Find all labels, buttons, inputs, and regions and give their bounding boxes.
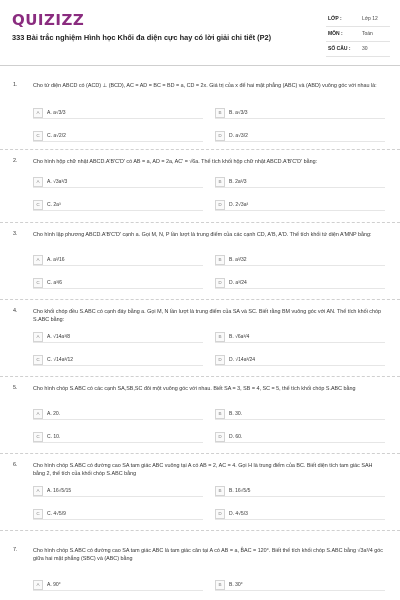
meta-row-count (326, 42, 390, 57)
question-number: 5. (13, 385, 18, 391)
quizizz-logo: QUIZIZZ (12, 11, 85, 29)
option-divider (215, 419, 385, 420)
option-text: C. a³/6 (47, 280, 63, 286)
option-text: B. 30. (229, 411, 243, 417)
option-a[interactable] (33, 332, 203, 342)
option-letter: C (33, 200, 43, 210)
question-text: Cho hình lập phương ABCD.A'B'C'D' cạnh a. Gọi M, N, P lần lượt là trung điểm của các cạnh CD, A'B, A'D. Thể tích khối tứ diện A'MNP bằng: (33, 232, 372, 238)
option-a[interactable] (33, 486, 203, 496)
option-letter: A (33, 580, 43, 590)
option-c[interactable] (33, 200, 203, 210)
option-letter: C (33, 278, 43, 288)
option-divider (215, 342, 385, 343)
option-divider (215, 210, 385, 211)
option-divider (33, 141, 203, 142)
question-text: Cho hình chóp S.ABC có đường cao SA tam giác ABC vuông tại A có AB = 2, AC = 4. Gọi H là trung điểm của BC. Biết diện tích tam giác SAH bằng 2, thể tích của khối chóp S.ABC bằng (33, 463, 373, 477)
option-letter: C (33, 131, 43, 141)
option-d[interactable] (215, 200, 385, 210)
option-b[interactable] (215, 580, 385, 590)
question-3 (0, 222, 400, 299)
option-divider (33, 210, 203, 211)
option-divider (33, 365, 203, 366)
option-text: D. 2√3a³ (229, 202, 249, 208)
option-letter: B (215, 177, 225, 187)
option-text: C. 4√5/9 (47, 511, 66, 517)
option-divider (33, 118, 203, 119)
meta-label: MÔN : (328, 31, 343, 37)
option-text: D. √14a³/24 (229, 357, 256, 363)
meta-table (326, 12, 390, 57)
option-text: A. 20. (47, 411, 61, 417)
option-b[interactable] (215, 255, 385, 265)
question-1 (0, 76, 400, 149)
option-b[interactable] (215, 177, 385, 187)
question-text: Cho khối chóp đều S.ABC có cạnh đáy bằng a. Gọi M, N lần lượt là trung điểm của SA và SC. Biết rằng BM vuông góc với AN. Thể tích khối chóp S.ABC bằng: (33, 309, 381, 323)
option-a[interactable] (33, 108, 203, 118)
option-a[interactable] (33, 580, 203, 590)
question-number: 6. (13, 462, 18, 468)
option-letter: D (215, 432, 225, 442)
meta-label: SỐ CÂU : (328, 46, 351, 52)
option-letter: A (33, 409, 43, 419)
option-divider (215, 265, 385, 266)
option-letter: B (215, 486, 225, 496)
option-letter: D (215, 509, 225, 519)
option-text: D. 4√5/3 (229, 511, 248, 517)
option-text: A. √3a³/3 (47, 179, 68, 185)
option-letter: D (215, 355, 225, 365)
question-4 (0, 299, 400, 376)
option-text: D. 60. (229, 434, 243, 440)
option-text: A. √14a³/8 (47, 334, 71, 340)
option-letter: A (33, 255, 43, 265)
option-text: A. a³/16 (47, 257, 65, 263)
option-letter: D (215, 131, 225, 141)
option-d[interactable] (215, 509, 385, 519)
option-text: B. a³/32 (229, 257, 247, 263)
meta-value: Toán (362, 31, 373, 37)
option-text: C. a√2/2 (47, 133, 66, 139)
option-letter: A (33, 177, 43, 187)
option-letter: C (33, 509, 43, 519)
option-letter: C (33, 432, 43, 442)
option-b[interactable] (215, 332, 385, 342)
meta-label: LỚP : (328, 16, 342, 22)
option-c[interactable] (33, 131, 203, 141)
option-letter: B (215, 580, 225, 590)
option-letter: B (215, 332, 225, 342)
option-text: B. a√3/3 (229, 110, 248, 116)
option-text: A. a√3/3 (47, 110, 66, 116)
option-divider (215, 442, 385, 443)
option-divider (215, 288, 385, 289)
question-number: 3. (13, 231, 18, 237)
option-divider (33, 590, 203, 591)
option-letter: C (33, 355, 43, 365)
page-title: 333 Bài trắc nghiệm Hình học Khối đa diện cực hay có lời giải chi tiết (P2) (12, 33, 272, 42)
option-a[interactable] (33, 255, 203, 265)
option-a[interactable] (33, 177, 203, 187)
option-b[interactable] (215, 409, 385, 419)
option-c[interactable] (33, 278, 203, 288)
option-letter: D (215, 200, 225, 210)
meta-value: 30 (362, 46, 368, 52)
question-6 (0, 453, 400, 530)
option-divider (215, 118, 385, 119)
question-number: 2. (13, 158, 18, 164)
option-letter: A (33, 332, 43, 342)
option-divider (215, 590, 385, 591)
question-text: Cho hình chóp S.ABC có các cạnh SA,SB,SC đôi một vuông góc với nhau. Biết SA = 3, SB = 4, SC = 5, thể tích khối chóp S.ABC bằng (33, 386, 356, 392)
option-b[interactable] (215, 486, 385, 496)
option-d[interactable] (215, 278, 385, 288)
page-header (0, 0, 400, 66)
option-a[interactable] (33, 409, 203, 419)
option-text: A. 16√5/15 (47, 488, 72, 494)
question-number: 7. (13, 547, 18, 553)
meta-value: Lớp 12 (362, 16, 378, 22)
option-divider (215, 496, 385, 497)
question-text: Cho tứ diện ABCD có (ACD) ⊥ (BCD), AC = AD = BC = BD = a, CD = 2x. Giá trị của x để hai mặt phẳng (ABC) và (ABD) vuông góc với nhau là: (33, 83, 377, 89)
option-text: D. a√3/2 (229, 133, 248, 139)
option-divider (33, 496, 203, 497)
option-divider (33, 288, 203, 289)
option-b[interactable] (215, 108, 385, 118)
option-text: C. 10. (47, 434, 61, 440)
option-divider (33, 419, 203, 420)
meta-row-subject (326, 27, 390, 42)
option-c[interactable] (33, 432, 203, 442)
option-divider (215, 141, 385, 142)
option-text: A. 90° (47, 582, 61, 588)
question-2 (0, 149, 400, 222)
option-divider (215, 187, 385, 188)
option-letter: B (215, 255, 225, 265)
option-letter: B (215, 409, 225, 419)
option-d[interactable] (215, 432, 385, 442)
option-divider (33, 519, 203, 520)
option-d[interactable] (215, 355, 385, 365)
option-text: C. 2a³ (47, 202, 61, 208)
option-text: C. √14a³/12 (47, 357, 74, 363)
option-d[interactable] (215, 131, 385, 141)
question-text: Cho hình chóp S.ABC có đường cao SA tam giác ABC là tam giác cân tại A có AB = a, B̂AC = 120°. Biết thể tích khối chóp S.ABC bằng √3a³/4 góc giữa hai mặt phẳng (SBC) và (ABC) bằng (33, 548, 383, 562)
meta-row-class (326, 12, 390, 27)
question-5 (0, 376, 400, 453)
option-c[interactable] (33, 509, 203, 519)
option-text: B. 16√5/5 (229, 488, 251, 494)
option-text: D. a³/24 (229, 280, 247, 286)
option-text: B. 2a³/3 (229, 179, 247, 185)
question-number: 4. (13, 308, 18, 314)
option-letter: D (215, 278, 225, 288)
option-letter: A (33, 108, 43, 118)
option-divider (215, 519, 385, 520)
option-divider (33, 342, 203, 343)
option-text: B. 30° (229, 582, 243, 588)
option-divider (33, 442, 203, 443)
option-divider (215, 365, 385, 366)
option-letter: A (33, 486, 43, 496)
question-text: Cho hình hộp chữ nhật ABCD.A'B'C'D' có AB = a, AD = 2a, AC' = √6a. Thể tích khối hộp chữ nhật ABCD.A'B'C'D' bằng: (33, 159, 318, 165)
option-divider (33, 187, 203, 188)
question-number: 1. (13, 82, 18, 88)
option-text: B. √6a³/4 (229, 334, 250, 340)
option-letter: B (215, 108, 225, 118)
question-7 (0, 530, 400, 600)
option-c[interactable] (33, 355, 203, 365)
option-divider (33, 265, 203, 266)
